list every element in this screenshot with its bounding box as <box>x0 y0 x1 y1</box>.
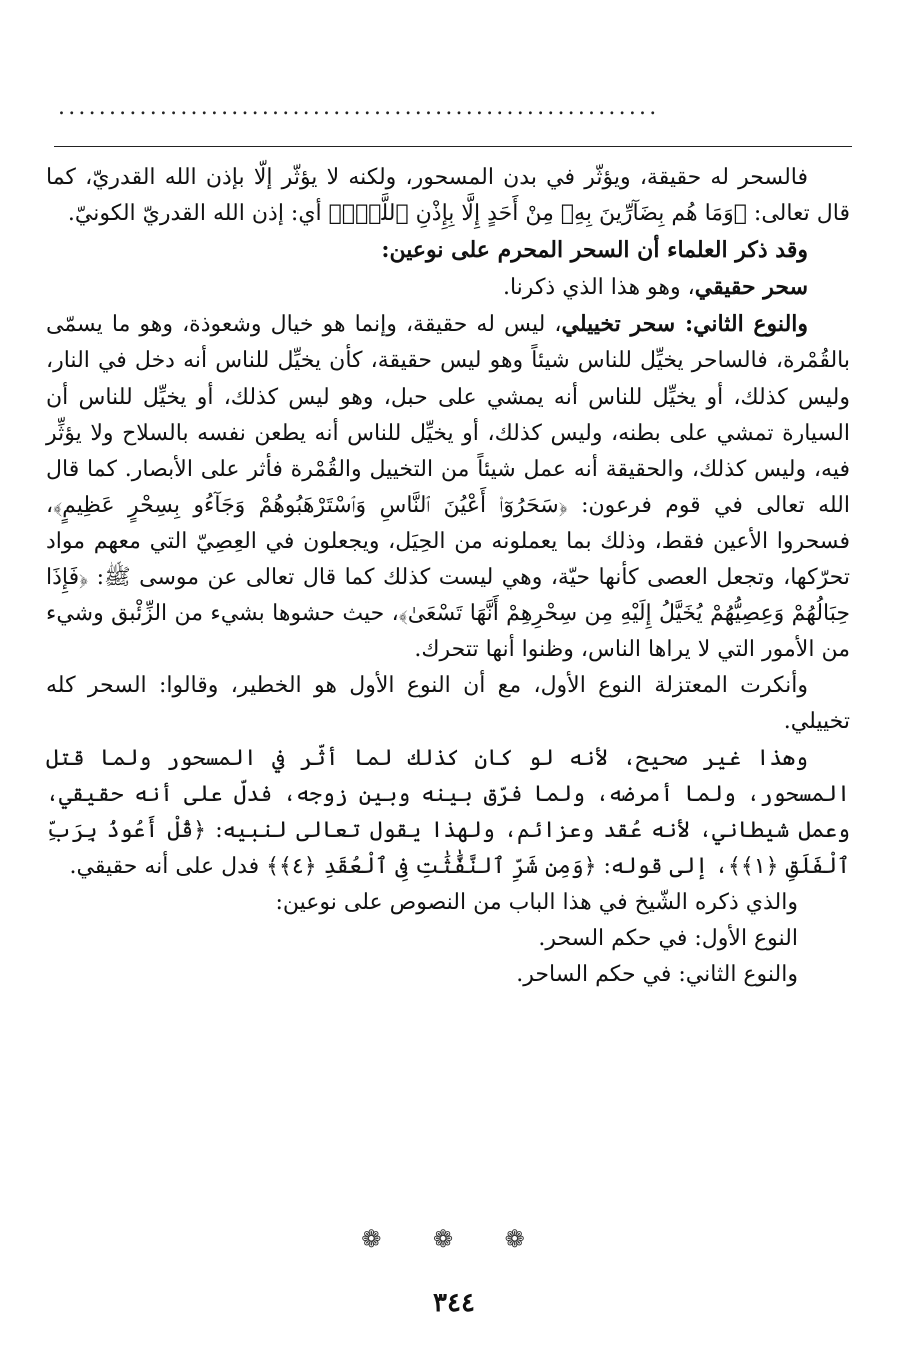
paragraph-text: النوع الأول: في حكم السحر. <box>538 925 798 951</box>
term-real-magic: سحر حقيقي <box>694 274 808 301</box>
paragraph-text: فالسحر له حقيقة، ويؤثّر في بدن المسحور، ولكنه لا يؤثّر إلّا بإذن الله القدريّ، كما قال تعالى: ﴿وَمَا هُم بِضَآرِّينَ بِهِۦ مِنْ أَحَدٍ إِلَّا بِإِذْنِ ٱللَّهِۚ﴾ أي: إذن الله القدريّ الكونيّ. <box>46 165 850 227</box>
page-number: ٣٤٤ <box>433 1288 475 1318</box>
paragraph-9 <box>46 957 850 993</box>
paragraph-text: والذي ذكره الشّيخ في هذا الباب من النصوص على نوعين: <box>275 889 798 915</box>
paragraph-6 <box>46 741 850 885</box>
paragraph-text: ، ليس له حقيقة، وإنما هو خيال وشعوذة، وهو ما يسمّى بالقُمْرة، فالساحر يخيِّل للناس شيئاً وهو ليس حقيقة، كأن يخيِّل للناس أنه دخل في النار، وليس كذلك، أو يخيِّل للناس أنه يمشي على حبل، وهو ليس كذلك، أو يخيِّل للناس أن السيارة تمشي على بطنه، وليس كذلك، أو يخيِّل للناس أنه يطعن نفسه بالسلاح ولا يؤثِّر فيه، وليس كذلك، والحقيقة أنه عمل شيئاً من التخييل والقُمْرة فأثر على الأبصار. كما قال الله تعالى في قوم فرعون: ﴿سَحَرُوٓا۟ أَعْيُنَ ٱلنَّاسِ وَٱسْتَرْهَبُوهُمْ وَجَآءُو بِسِحْرٍ عَظِيمٍ﴾، فسحروا الأعين فقط، وذلك بما يعملونه من الحِيَل، ويجعلون في العِصِيّ التي معهم مواد تحرّكها، وتجعل العصى كأنها حيّة، وهي ليست كذلك كما قال تعالى عن موسى ﷺ: ﴿فَإِذَا حِبَالُهُمْ وَعِصِيُّهُمْ يُخَيَّلُ إِلَيْهِ مِن سِحْرِهِمْ أَنَّهَا تَسْعَىٰ﴾، حيث حشوها بشيء من الزِّئْبق وشيء من الأمور التي لا يراها الناس، وظنوا أنها تتحرك. <box>46 312 851 663</box>
paragraph-text: وهذا غير صحيح، لأنه لو كان كذلك لما أثّر في المسحور ولما قتل المسحور، ولما أمرضه، ولما فرّق بينه وبين زوجه، فدلّ على أنه حقيقي، وعمل شيطاني، لأنه عُقد وعزائم، ولهذا يقول تعالى لنبيه: ﴿قُلْ أَعُوذُ بِرَبِّ ٱلْفَلَقِ ﴿١﴾﴾، إلى قوله: ﴿وَمِن شَرِّ ٱلنَّفَّٰثَٰتِ فِى ٱلْعُقَدِ ﴿٤﴾﴾ فدل على أنه حقيقي. <box>46 745 850 879</box>
paragraph-4 <box>46 306 850 668</box>
paragraph-text: ، وهو هذا الذي ذكرنا. <box>502 275 695 301</box>
section-ornament: ❁ ❁ ❁ <box>361 1225 547 1253</box>
paragraph-2 <box>46 232 850 269</box>
paragraph-1 <box>46 160 850 232</box>
paragraph-5 <box>46 668 850 740</box>
page-body <box>46 160 850 993</box>
term-illusory-magic: والنوع الثاني: سحر تخييلي <box>561 311 809 338</box>
header-rule <box>54 146 852 147</box>
paragraph-3 <box>46 269 850 306</box>
header-dotted-line: ........................................................... <box>58 98 660 118</box>
paragraph-text: وأنكرت المعتزلة النوع الأول، مع أن النوع الأول هو الخطير، وقالوا: السحر كله تخييلي. <box>46 673 850 735</box>
paragraph-text: والنوع الثاني: في حكم الساحر. <box>516 962 798 988</box>
section-heading: وقد ذكر العلماء أن السحر المحرم على نوعين: <box>381 237 808 264</box>
paragraph-7 <box>46 885 850 921</box>
paragraph-8 <box>46 921 850 957</box>
